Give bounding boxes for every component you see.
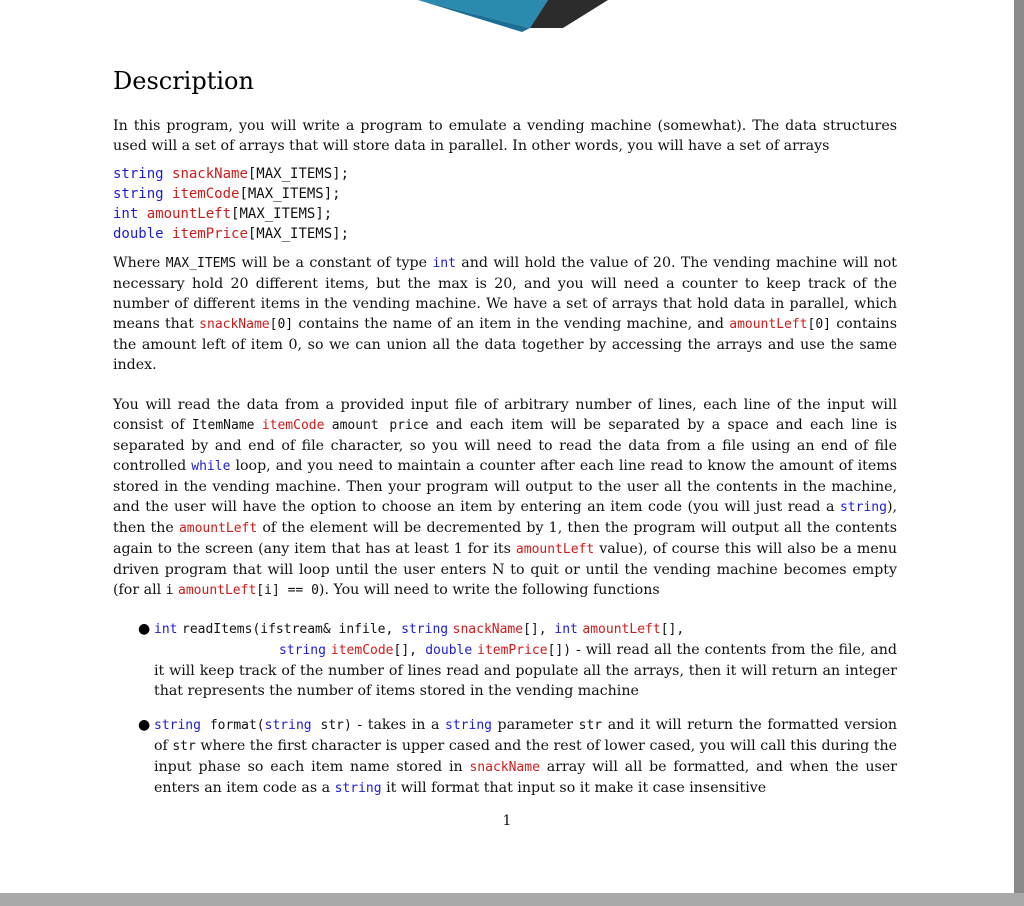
constants-paragraph: Where MAX_ITEMS will be a constant of type int and will hold the value of 20. The vending machine will not necessary hold 20 different items, but the max is 20, and you will need a counter to keep track of the number of different items in the vending machine. We have a set of arrays that hold data in parallel, which means that snackName[0] contains the name of an item in the vending machine, and amountLeft[0] contains the amount left of item 0, so we can union all the data together by accessing the arrays and use the same index. (113, 255, 898, 373)
code-line: int amountLeft[MAX_ITEMS]; (113, 206, 333, 222)
code-line: string snackName[MAX_ITEMS]; (113, 166, 350, 182)
code-line: string itemCode[MAX_ITEMS]; (113, 186, 341, 202)
code-line: double itemPrice[MAX_ITEMS]; (113, 226, 350, 242)
section-heading: Description (113, 67, 254, 95)
description-section (113, 66, 897, 813)
cube-illustration (418, 0, 608, 32)
page-number: 1 (502, 813, 512, 829)
function-list (113, 619, 897, 799)
array-declarations (113, 164, 897, 244)
list-item: ● string format(string str) - takes in a string parameter str and it will return the formatted version of str where the first character is upper cased and the rest of lower cased, you will call this during the input phase so each item name stored in snackName array will all be formatted, and when the user enters an item code as a string it will format that input so it make it case insensitive (138, 717, 897, 796)
input-paragraph: You will read the data from a provided input file of arbitrary number of lines, each line of the input will consist of ItemName itemCode amount price and each item will be separated by a space and each line is separated by and end of file character, so you will need to read the data from a file using an end of file controlled while loop, and you need to maintain a counter after each line read to know the amount of items stored in the vending machine. Then your program will output to the user all the contents in the machine, and the user will have the option to choose an item by entering an item code (you will just read a string), then the amountLeft of the element will be decremented by 1, then the program will output all the contents again to the screen (any item that has at least 1 for its amountLeft value), of course this will also be a menu driven program that will loop until the user enters N to quit or until the vending machine becomes empty (for all i amountLeft[i] == 0). You will need to write the following functions (113, 397, 897, 598)
bullet-icon: ● (138, 717, 151, 733)
intro-paragraph: In this program, you will write a program to emulate a vending machine (somewhat). The data structures used will a set of arrays that will store data in parallel. In other words, you will have a set of arrays (113, 118, 897, 154)
page-shadow-bottom (0, 893, 1024, 906)
page-shadow-right (1014, 0, 1024, 906)
list-item: ● int readItems(ifstream& infile, string snackName[], int amountLeft[], string itemCode[], double itemPrice[]) - will read all the contents from the file, and it will keep track of the number of lines read and populate all the arrays, then it will return an integer that represents the number of items stored in the vending machine (138, 621, 897, 699)
bullet-icon: ● (138, 621, 151, 637)
